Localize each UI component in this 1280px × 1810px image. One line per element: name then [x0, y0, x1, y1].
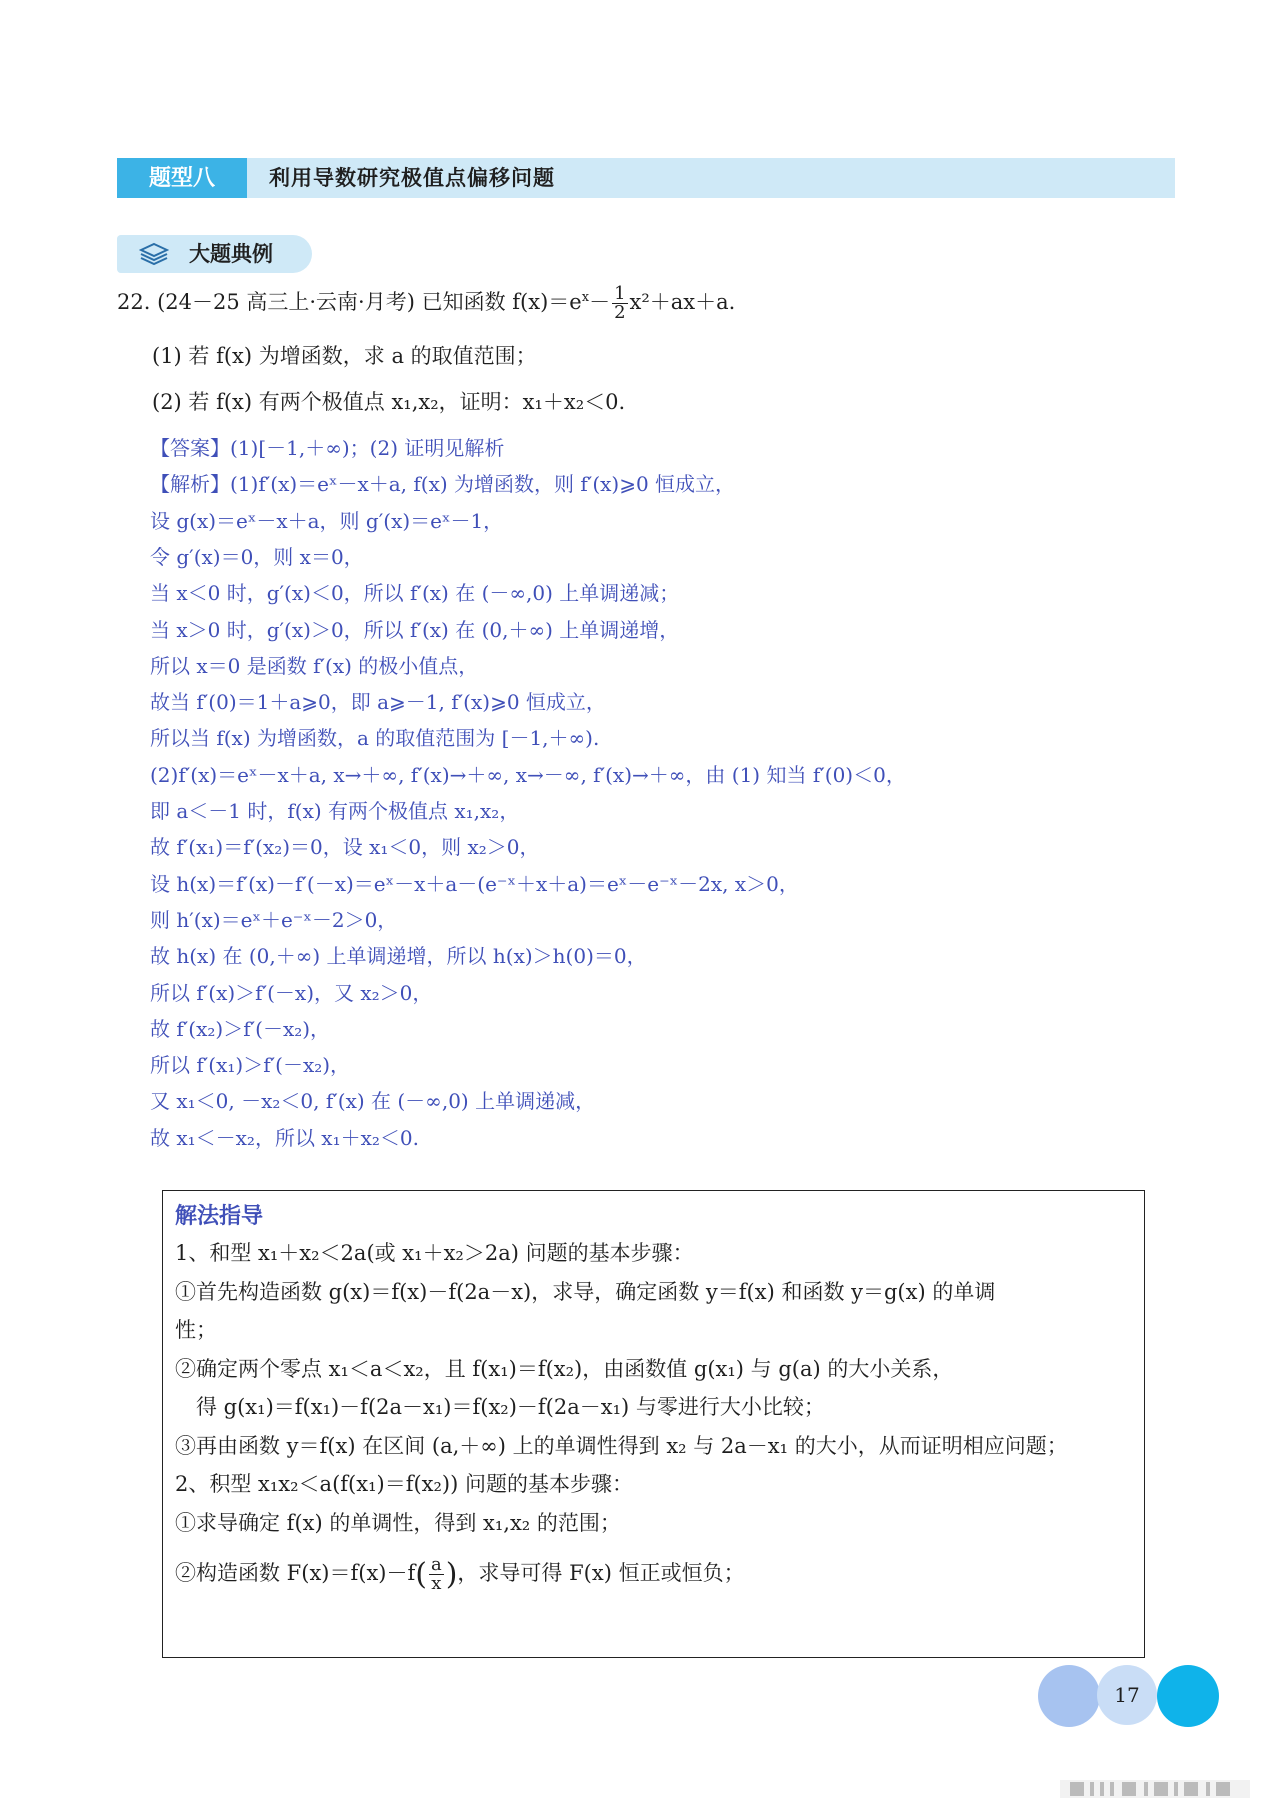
guide-line-last: ②构造函数 F(x)＝f(x)－f( $\frac{a}{x}$ )，求导可得 F(x) 恒正或恒负； [175, 1554, 745, 1594]
guide-line: 2、积型 x₁x₂＜a(f(x₁)＝f(x₂)) 问题的基本步骤： [175, 1472, 633, 1496]
problem-stem [117, 285, 735, 322]
guide-last-suffix: ，求导可得 F(x) 恒正或恒负； [457, 1561, 745, 1585]
solution-line: 所以 x＝0 是函数 f′(x) 的极小值点， [150, 653, 479, 678]
section-title: 利用导数研究极值点偏移问题 [269, 165, 555, 190]
example-tab-label: 大题典例 [189, 241, 273, 266]
solution-line: 所以 f′(x₁)＞f′(－x₂)， [150, 1053, 351, 1078]
layers-icon [139, 242, 169, 266]
guide-title: 解法指导 [175, 1203, 264, 1229]
guide-frac-num: a [430, 1554, 442, 1575]
guide-line: 性； [175, 1318, 217, 1342]
solution-line: 故 f′(x₂)＞f′(－x₂)， [150, 1016, 331, 1041]
section-label: 题型八 [117, 158, 247, 198]
solution-line: 【解析】(1)f′(x)＝eˣ－x＋a, f(x) 为增函数，则 f′(x)⩾0 恒成立， [150, 472, 736, 497]
guide-fraction [429, 1556, 444, 1593]
frac-num: 1 [614, 283, 626, 304]
decor-circle-left [1038, 1665, 1100, 1727]
question-1: (1) 若 f(x) 为增函数，求 a 的取值范围； [152, 344, 537, 368]
solution-line: 当 x＞0 时，g′(x)＞0，所以 f′(x) 在 (0,＋∞) 上单调递增， [150, 617, 680, 642]
solution-line: 令 g′(x)＝0，则 x＝0， [150, 544, 364, 569]
stem-suffix: x²＋ax＋a. [629, 290, 736, 314]
method-guide-box [162, 1190, 1145, 1658]
frac-den: 2 [614, 302, 626, 323]
stem-sup: x [581, 290, 590, 305]
guide-line: ①求导确定 f(x) 的单调性，得到 x₁,x₂ 的范围； [175, 1510, 621, 1535]
solution-line: 所以 f′(x)＞f′(－x)，又 x₂＞0， [150, 980, 433, 1005]
solution-line: 故当 f′(0)＝1＋a⩾0，即 a⩾－1, f′(x)⩾0 恒成立， [150, 690, 606, 715]
stem-prefix: 22. (24－25 高三上·云南·月考) 已知函数 f(x)＝e [117, 290, 582, 314]
barcode-decoration [1060, 1778, 1260, 1802]
guide-line: 得 g(x₁)＝f(x₁)－f(2a－x₁)＝f(x₂)－f(2a－x₁) 与零进行大小比较； [175, 1395, 825, 1419]
example-tab [117, 235, 312, 273]
guide-last-prefix: ②构造函数 F(x)＝f(x)－f [175, 1561, 416, 1585]
stem-fraction [612, 285, 627, 322]
guide-line: ①首先构造函数 g(x)＝f(x)－f(2a－x)，求导，确定函数 y＝f(x) 和函数 y＝g(x) 的单调 [175, 1279, 996, 1304]
solution-line: 故 f′(x₁)＝f′(x₂)＝0，设 x₁＜0，则 x₂＞0， [150, 835, 540, 860]
guide-line: ③再由函数 y＝f(x) 在区间 (a,＋∞) 上的单调性得到 x₂ 与 2a－x₁ 的大小，从而证明相应问题； [175, 1433, 1068, 1458]
section-banner [117, 158, 1175, 198]
solution-line: 设 h(x)＝f′(x)－f′(－x)＝eˣ－x＋a－(e⁻ˣ＋x＋a)＝eˣ－e⁻ˣ－2x, x＞0， [150, 871, 799, 896]
solution-line: 又 x₁＜0, －x₂＜0, f′(x) 在 (－∞,0) 上单调递减， [150, 1089, 596, 1114]
solution-line: 则 h′(x)＝eˣ＋e⁻ˣ－2＞0， [150, 907, 398, 932]
solution-line: 设 g(x)＝eˣ－x＋a，则 g′(x)＝eˣ－1， [150, 508, 504, 533]
stem-minus: － [589, 290, 611, 314]
decor-circle-right [1157, 1665, 1219, 1727]
solution-line: 故 x₁＜－x₂，所以 x₁＋x₂＜0. [150, 1125, 419, 1150]
solution-line: (2)f′(x)＝eˣ－x＋a, x→＋∞, f′(x)→＋∞, x→－∞, f′(x)→＋∞，由 (1) 知当 f′(0)＜0， [150, 762, 906, 787]
guide-line: ②确定两个零点 x₁＜a＜x₂，且 f(x₁)＝f(x₂)，由函数值 g(x₁) 与 g(a) 的大小关系， [175, 1356, 954, 1381]
solution-line: 即 a＜－1 时，f(x) 有两个极值点 x₁,x₂， [150, 799, 520, 823]
page-number: 17 [1114, 1683, 1140, 1707]
solution-line: 当 x＜0 时，g′(x)＜0，所以 f′(x) 在 (－∞,0) 上单调递减； [150, 581, 680, 606]
solution-line: 【答案】(1)[－1,＋∞)；(2) 证明见解析 [150, 436, 505, 460]
guide-frac-den: x [431, 1573, 442, 1594]
solution-line: 故 h(x) 在 (0,＋∞) 上单调递增，所以 h(x)＞h(0)＝0， [150, 944, 647, 969]
guide-line: 1、和型 x₁＋x₂＜2a(或 x₁＋x₂＞2a) 问题的基本步骤： [175, 1241, 694, 1265]
solution-line: 所以当 f(x) 为增函数，a 的取值范围为 [－1,＋∞). [150, 726, 600, 751]
question-2: (2) 若 f(x) 有两个极值点 x₁,x₂，证明：x₁＋x₂＜0. [152, 390, 626, 414]
